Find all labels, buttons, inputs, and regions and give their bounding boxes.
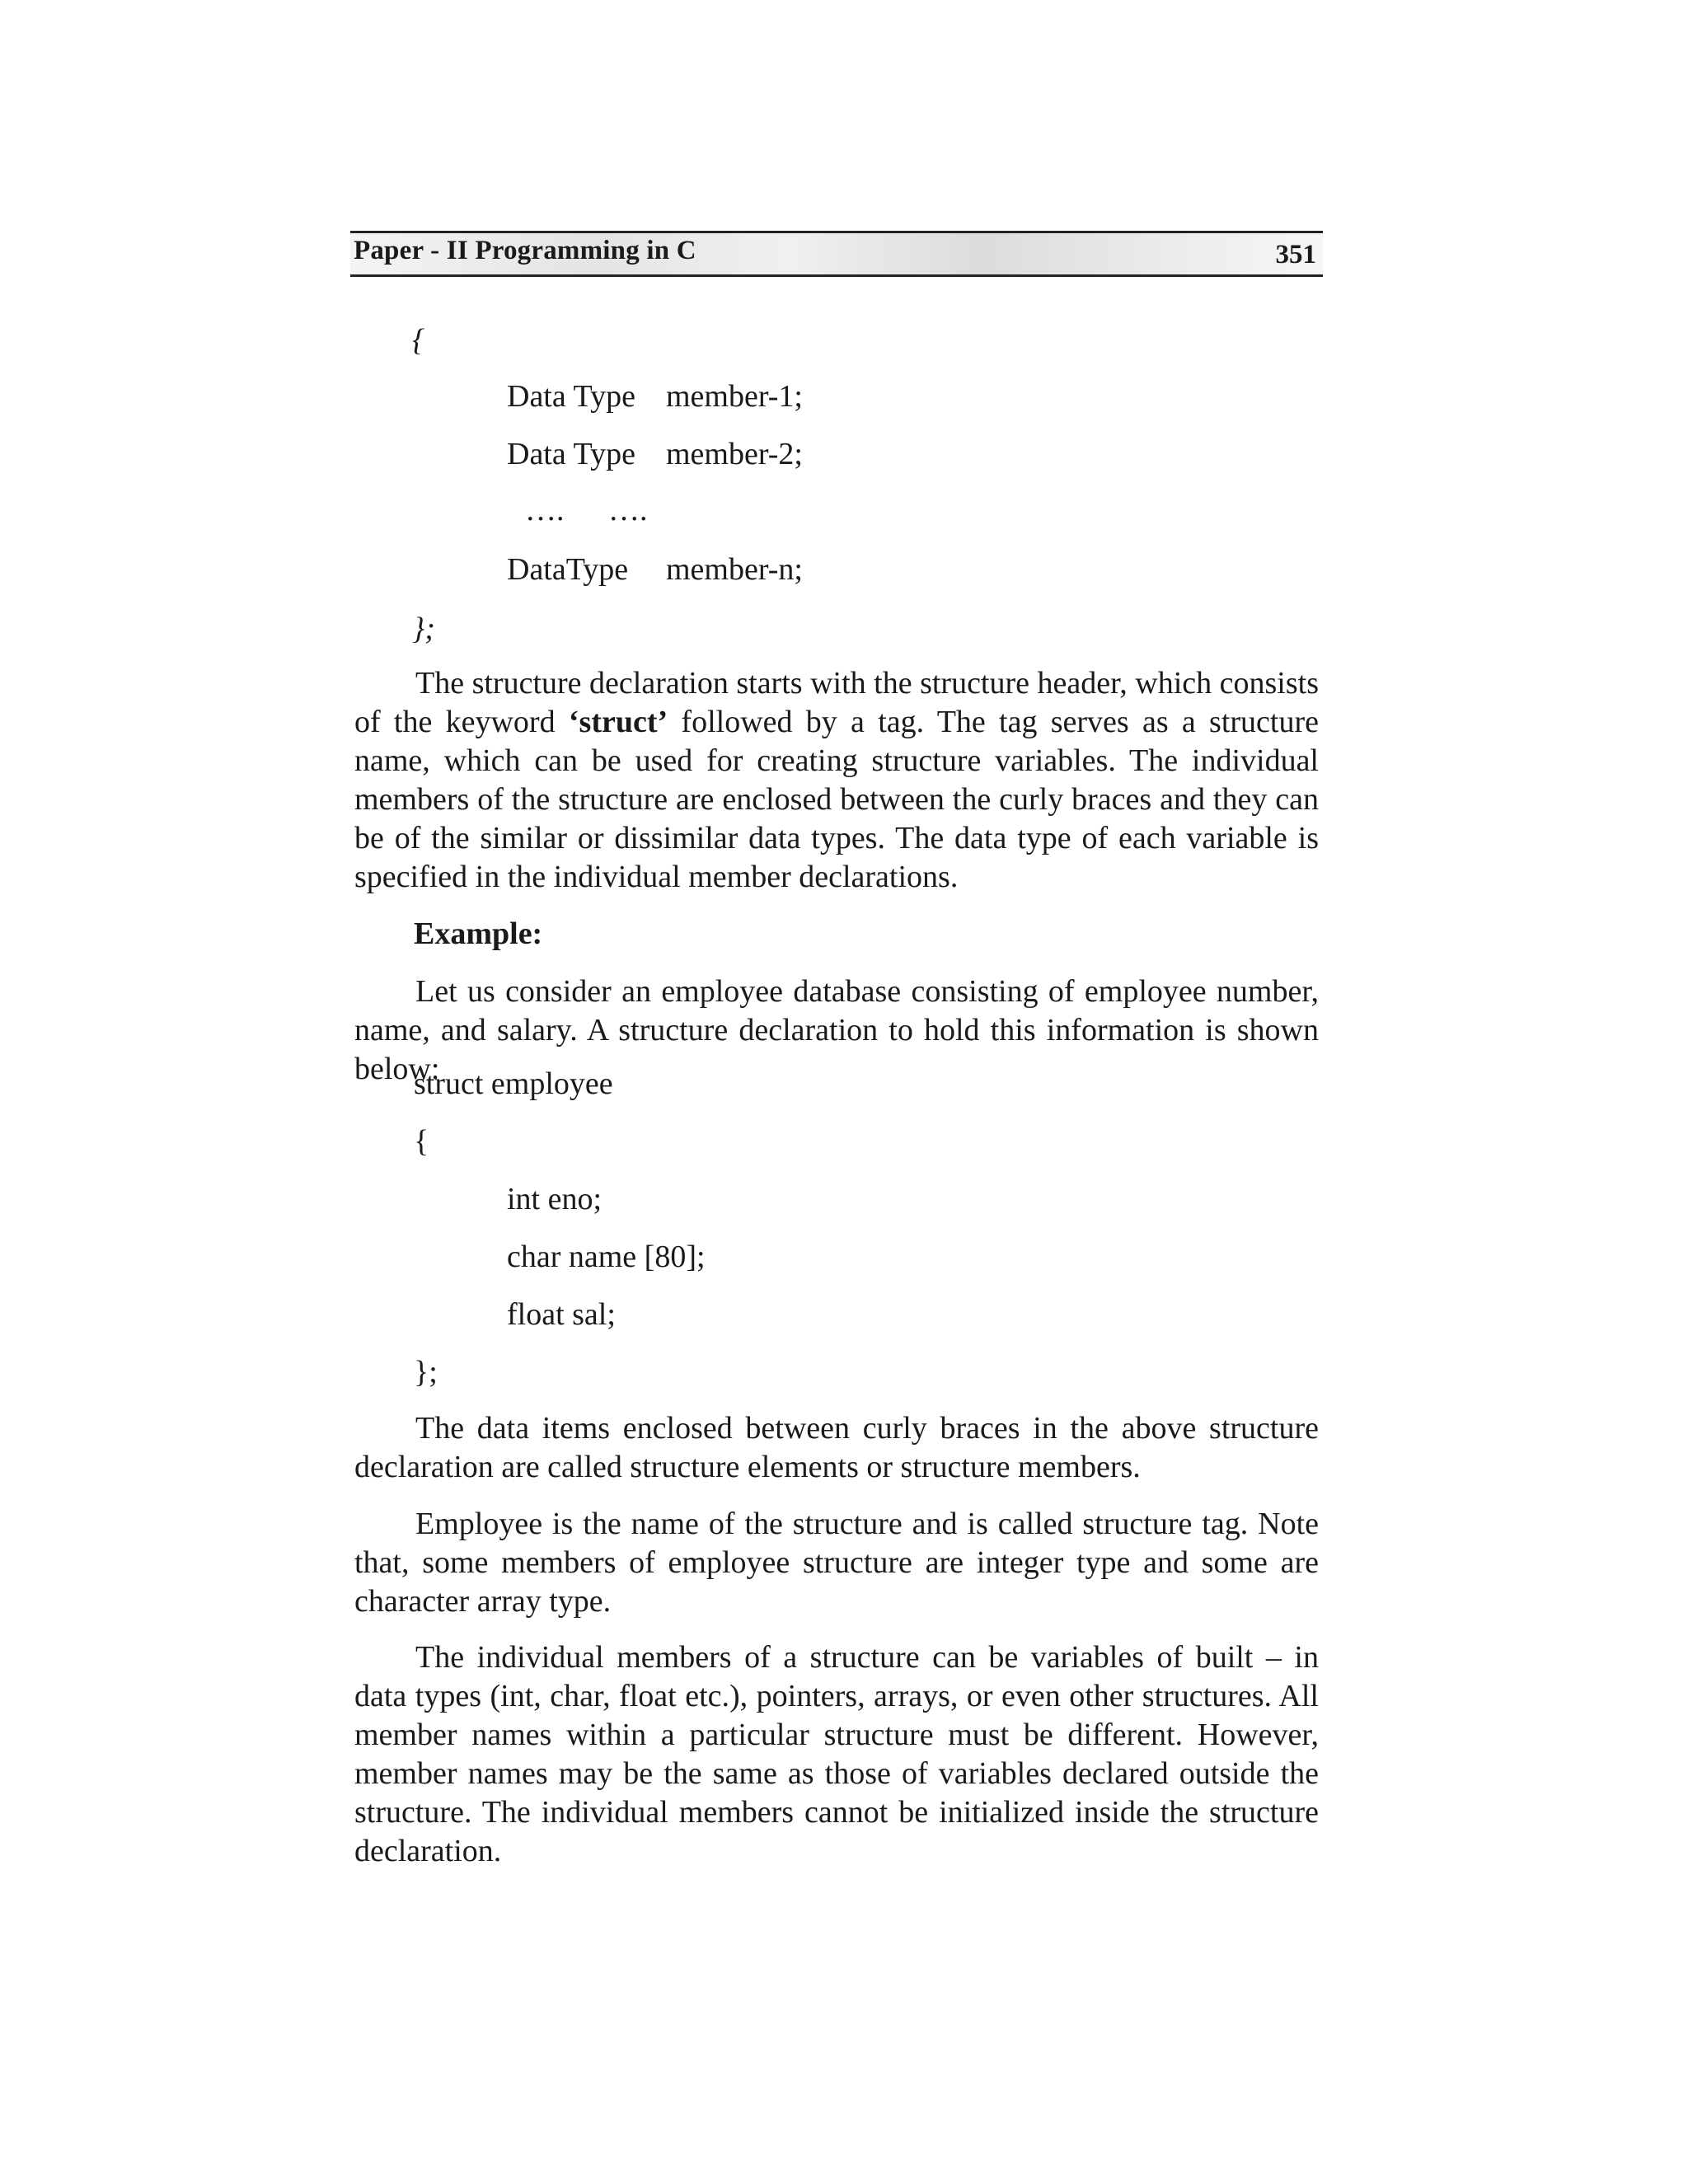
- paragraph-structure-elements: The data items enclosed between curly braces in the above structure declaration are called structure elements or structure members.: [354, 1411, 1319, 1484]
- syntax-open-brace: {: [412, 323, 425, 358]
- code-member: float sal;: [507, 1297, 616, 1332]
- code-member: int eno;: [507, 1182, 603, 1216]
- header-title: Paper - II Programming in C: [354, 236, 696, 265]
- paragraph-employee-database: Let us consider an employee database consisting of employee number, name, and salary. A structure declaration to hold this information is shown below:: [354, 974, 1319, 1086]
- syntax-ellipsis-right: ….: [608, 493, 648, 527]
- code-open-brace: {: [414, 1124, 429, 1159]
- paragraph-structure-declaration: The structure declaration starts with the structure header, which consists of the keyword ‘struct’ followed by a tag. The tag serves as a structure name, which can be used for creating structure variables. The individual members of the structure are enclosed between the curly braces and they can be of the similar or dissimilar data types. The data type of each variable is specified in the individual member declarations.: [354, 666, 1319, 894]
- paragraph-structure-tag: Employee is the name of the structure and is called structure tag. Note that, some members of employee structure are integer type and some are character array type.: [354, 1507, 1319, 1619]
- syntax-row-type: DataType: [507, 552, 629, 587]
- syntax-row: [507, 551, 628, 588]
- example-heading: Example:: [414, 916, 543, 951]
- syntax-row-member: member-1;: [666, 379, 803, 414]
- syntax-row-type: Data Type: [507, 379, 635, 414]
- syntax-row-member: member-2;: [666, 437, 803, 471]
- code-close-brace: };: [414, 1355, 438, 1390]
- syntax-close-brace: };: [412, 612, 435, 646]
- syntax-row-type: Data Type: [507, 437, 635, 471]
- syntax-row: [507, 435, 635, 473]
- keyword-struct: ‘struct’: [568, 705, 668, 739]
- syntax-ellipsis-left: ….: [525, 493, 565, 527]
- page-number: 351: [1275, 240, 1316, 269]
- syntax-row-member: member-n;: [666, 552, 803, 587]
- code-member: char name [80];: [507, 1240, 706, 1274]
- code-struct-header: struct employee: [414, 1066, 613, 1101]
- syntax-row: [507, 377, 635, 415]
- paragraph-member-types: The individual members of a structure can be variables of built – in data types (int, char, float etc.), pointers, arrays, or even other structures. All member names within a particular structure must be different. However, member names may be the same as those of variables declared outside the structure. The individual members cannot be initialized inside the structure declaration.: [354, 1640, 1319, 1868]
- running-header: [350, 231, 1323, 277]
